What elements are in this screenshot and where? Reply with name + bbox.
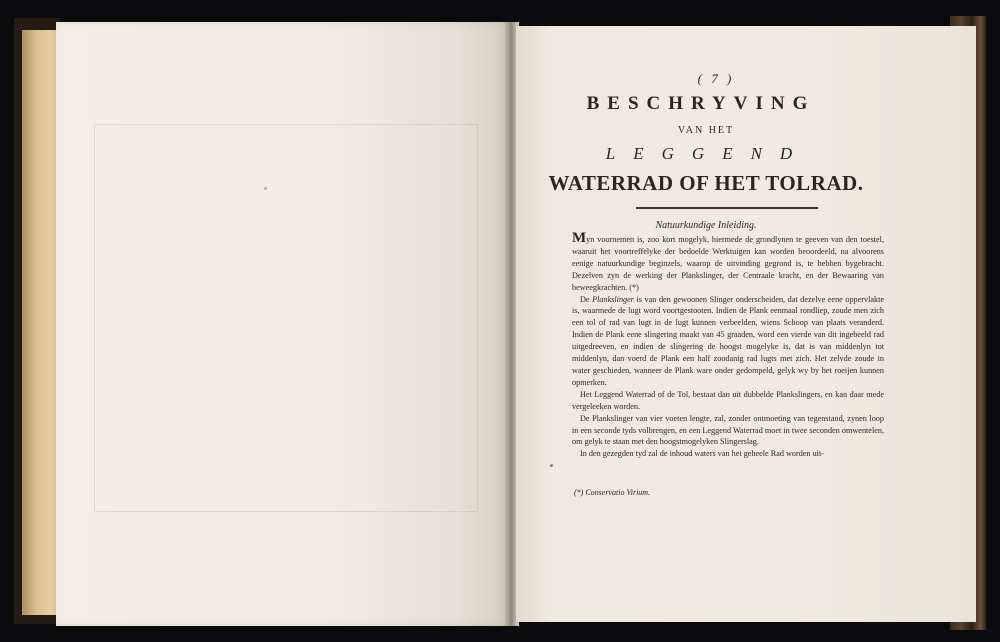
body-text xyxy=(572,230,885,460)
paragraph-4: De Plankslinger van vier voeten lengte, zal, zonder ontmoeting van tegenstand, zynen loop in een seconde tyds volbrengen, en een Leggend Waterrad moet in twee seconden omwentelen, om gelyk te staan met den hoogstmogelyken Slingerslag. xyxy=(572,413,884,447)
paragraph-1: Myn voornemen is, zoo kort mogelyk, hiermede de grondlynen te geeven van den toestel, waaruit het voortreffelyke der bedoelde Werktuigen kan worden beoordeeld, na alvoorens eenige natuurkundige beginzels, waarop de uitvinding gegrond is, te hebben bygebracht. Dezelven zyn de werking der Plankslinger, der Centraale kracht, en der Bewaaring van beweegkrachten. (*) xyxy=(572,230,884,292)
plate-impression xyxy=(94,124,478,512)
page-speck xyxy=(550,464,553,467)
title-line-van-het: VAN HET xyxy=(677,125,735,136)
title-line-waterrad: WATERRAD OF HET TOLRAD. xyxy=(548,171,864,195)
section-subtitle: Natuurkundige Inleiding. xyxy=(655,220,757,231)
left-page-blank xyxy=(56,22,510,626)
paragraph-3: Het Leggend Waterrad of de Tol, bestaat dan uit dubbelde Plankslingers, en kan daar mede vergeleeken worden. xyxy=(572,389,884,411)
page-title: BESCHRYVING xyxy=(586,93,816,114)
drop-cap: M xyxy=(572,230,587,246)
title-rule xyxy=(636,207,818,209)
footnote: (*) Conservatio Virium. xyxy=(574,488,651,497)
page-number: ( 7 ) xyxy=(697,71,735,86)
paragraph-5: In den gezegden tyd zal de inhoud waters van het geheele Rad worden uit- xyxy=(580,449,824,459)
right-page xyxy=(516,26,976,622)
page-speck xyxy=(264,187,267,190)
title-line-leggend: LEGGEND xyxy=(605,144,811,163)
paragraph-2: De Plankslinger is van den gewoonen Slinger onderscheiden, dat dezelve eene oppervlakte is, waarmede de lugt word voortgestooten. Indien de Plank eenmaal rondliep, zoude men zich een tol of rad van lugt in de lugt kunnen verbeelden, wiens Schoop van plaats veranderd. Indien de Plank eene slingering maakt van 45 graaden, word een vierde van dit ingebeeld rad uitgedreeven, en indien de slingering de hoogst mogelyke is, dat is van middenlyn tot middenlyn, dan voerd de Plank een half zoodanig rad lugts met zich. Het zelvde zoude in water geschieden, wanneer de Plank ware onder gedompeld, gelyk wy by het roeijen kunnen opmerken. xyxy=(572,294,885,387)
